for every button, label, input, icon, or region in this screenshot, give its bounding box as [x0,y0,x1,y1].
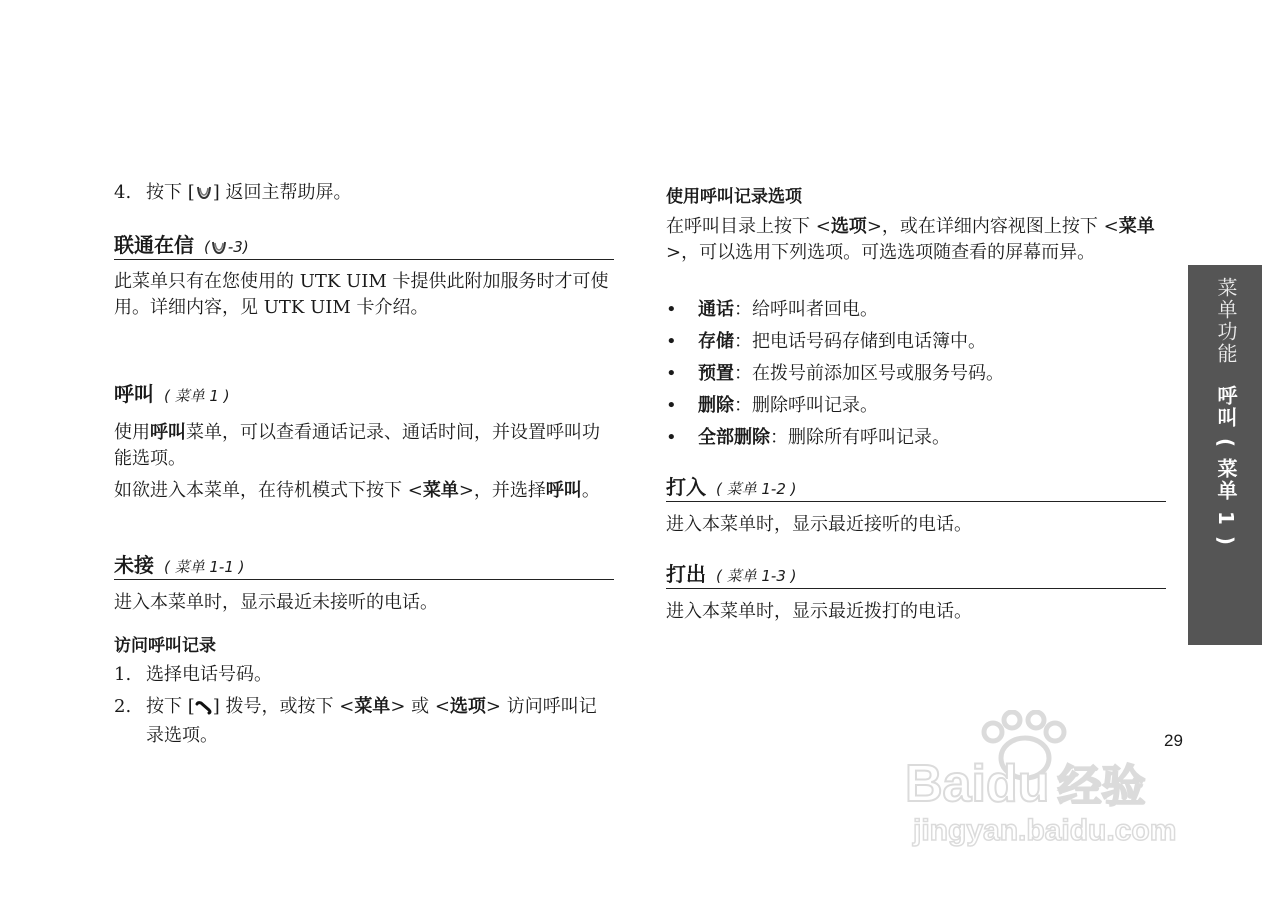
access-step-2: 2. 按下 [ ] 拨号，或按下 <菜单> 或 <选项> 访问呼叫记录选项。 [114,696,597,746]
home-key-icon [195,183,213,209]
section-heading-call: 呼叫 ( 菜单 1 ) [114,382,230,406]
send-key-icon [195,697,213,723]
watermark-cn: 经验 [1057,762,1146,811]
section-rule [666,588,1166,589]
access-step-1: 1. 选择电话号码。 [114,664,272,685]
section-heading-unicom: 联通在信 ( -3) [114,233,249,257]
call-access-instruction: 如欲进入本菜单，在待机模式下按下 <菜单>，并选择呼叫。 [114,480,600,501]
section-heading-missed: 未接 ( 菜单 1-1 ) [114,553,245,577]
list-item: • 全部删除：删除所有呼叫记录。 [666,427,950,448]
baidu-watermark [905,710,1215,860]
step-number: 4. [114,182,132,203]
list-item: • 通话：给呼叫者回电。 [666,299,878,320]
section-rule [114,579,614,580]
unicom-description: 此菜单只有在您使用的 UTK UIM 卡提供此附加服务时才可使用。详细内容，见 UTK UIM 卡介绍。 [114,271,609,318]
side-tab-label: 菜单功能呼叫 ( 菜单 1 ) [1214,277,1238,548]
section-heading-incoming: 打入 ( 菜单 1-2 ) [666,475,797,499]
watermark-brand: Baidu [905,755,1050,813]
section-heading-outgoing: 打出 ( 菜单 1-3 ) [666,562,797,586]
missed-description: 进入本菜单时，显示最近未接听的电话。 [114,592,438,613]
list-item: • 预置：在拨号前添加区号或服务号码。 [666,363,1004,384]
chapter-side-tab [1188,265,1262,645]
section-rule [666,501,1166,502]
options-list [666,297,1156,451]
step-4: 4. 按下 [ ] 返回主帮助屏。 [114,180,614,209]
page-number: 29 [1164,731,1183,750]
outgoing-description: 进入本菜单时，显示最近拨打的电话。 [666,601,972,622]
subheading-access-call-log: 访问呼叫记录 [114,636,216,656]
subheading-call-log-options: 使用呼叫记录选项 [666,187,802,207]
section-rule [114,259,614,260]
call-intro: 使用呼叫菜单，可以查看通话记录、通话时间，并设置呼叫功能选项。 [114,422,600,469]
list-item: • 删除：删除呼叫记录。 [666,395,878,416]
call-log-options-description: 在呼叫目录上按下 <选项>，或在详细内容视图上按下 <菜单>，可以选用下列选项。可选选项随查看的屏幕而异。 [666,216,1155,263]
watermark-url: jingyan.baidu.com [913,814,1177,847]
list-item: • 存储：把电话号码存储到电话簿中。 [666,331,986,352]
incoming-description: 进入本菜单时，显示最近接听的电话。 [666,514,972,535]
home-key-icon [210,239,228,259]
